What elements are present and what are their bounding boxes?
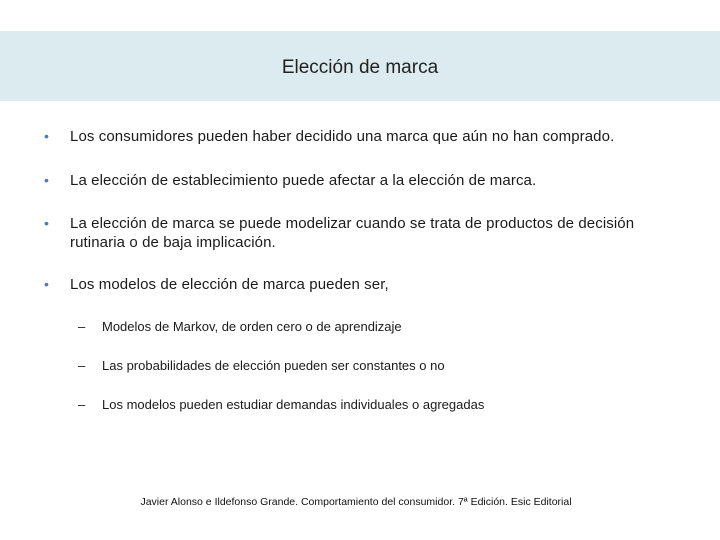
- bullet-marker: •: [44, 215, 49, 231]
- subbullet-text: Las probabilidades de elección pueden ser constantes o no: [102, 358, 445, 373]
- subbullet-marker: –: [78, 358, 86, 373]
- subbullet-marker: –: [78, 319, 86, 334]
- bullet-text: La elección de establecimiento puede afectar a la elección de marca.: [70, 172, 537, 189]
- bullet-text: Los modelos de elección de marca pueden ser,: [70, 276, 389, 293]
- bullet-marker: •: [44, 276, 49, 292]
- bullet-text: Los consumidores pueden haber decidido una marca que aún no han comprado.: [70, 128, 615, 145]
- slide-title: Elección de marca: [281, 57, 439, 78]
- subbullet-text: Los modelos pueden estudiar demandas individuales o agregadas: [102, 397, 485, 412]
- bullet-marker: •: [44, 128, 49, 144]
- subbullet-text: Modelos de Markov, de orden cero o de aprendizaje: [102, 319, 402, 334]
- bullet-text: La elección de marca se puede modelizar cuando se trata de productos de decisión rutinaria o de baja implicación.: [70, 215, 635, 251]
- subbullet-marker: –: [78, 397, 86, 412]
- bullet-marker: •: [44, 172, 49, 188]
- citation-text: Javier Alonso e Ildefonso Grande. Comportamiento del consumidor. 7ª Edición. Esic Editorial: [140, 496, 572, 508]
- citation-footer: [0, 495, 720, 509]
